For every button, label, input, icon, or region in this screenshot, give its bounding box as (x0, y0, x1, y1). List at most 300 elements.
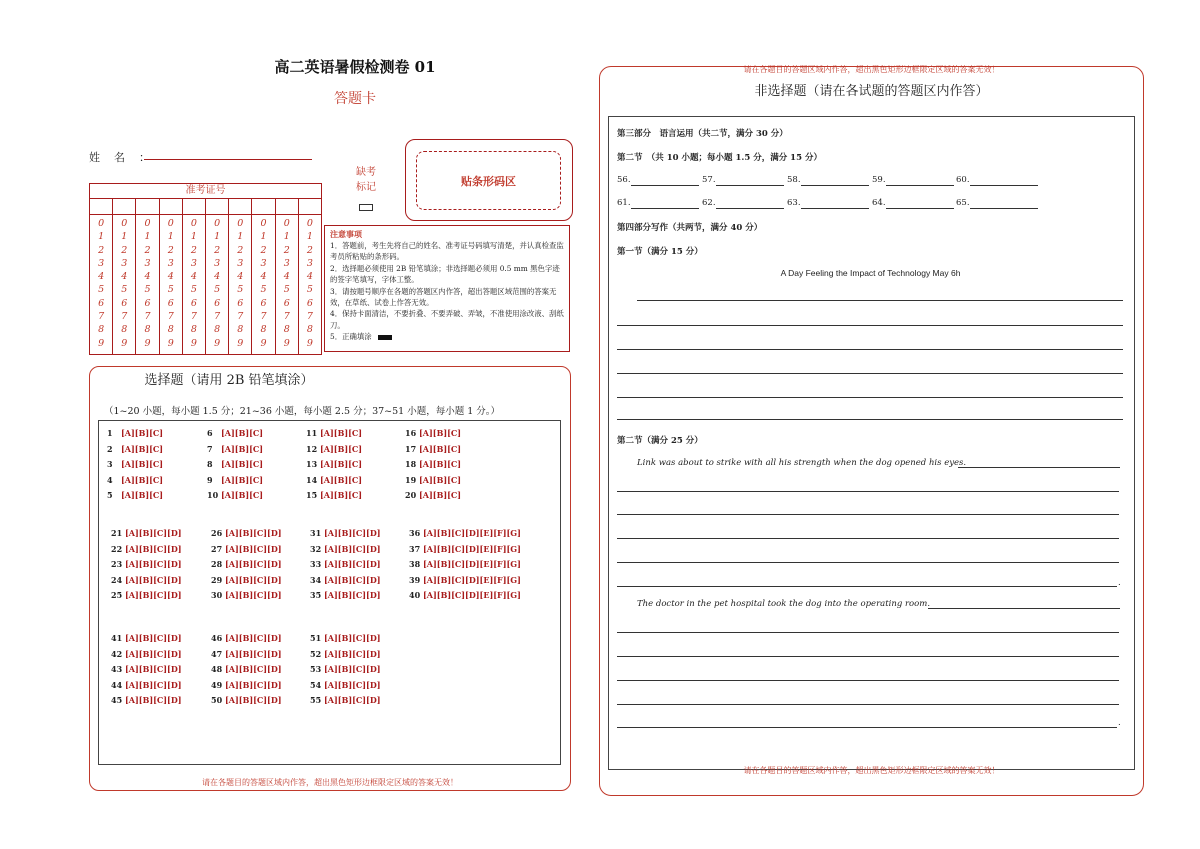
choice-question (211, 649, 282, 659)
admission-digit-bubble[interactable]: 6 (190, 297, 197, 309)
answer-options[interactable]: [A][B][C][D] (225, 590, 282, 601)
admission-digit-bubble[interactable]: 3 (144, 257, 151, 269)
answer-options[interactable]: [A][B][C] (121, 443, 164, 454)
blank-answer-line[interactable] (631, 185, 699, 186)
question-number: 5 (107, 490, 113, 501)
answer-options[interactable]: [A][B][C][D] (125, 648, 182, 659)
admission-digit-bubble[interactable]: 2 (214, 244, 221, 256)
admission-digit-bubble[interactable]: 3 (167, 257, 174, 269)
admission-digit-write-box[interactable] (160, 199, 183, 214)
admission-digit-bubble[interactable]: 2 (283, 244, 290, 256)
answer-options[interactable]: [A][B][C] (320, 490, 363, 501)
answer-line[interactable] (928, 608, 1120, 609)
choice-question (207, 444, 263, 454)
choice-question (107, 459, 163, 469)
answer-options[interactable]: [A][B][C][D][E][F][G] (423, 590, 521, 601)
question-number: 13 (306, 459, 318, 470)
admission-digit-bubble[interactable]: 0 (283, 218, 290, 229)
answer-options[interactable]: [A][B][C][D] (324, 664, 381, 675)
choice-question (306, 428, 362, 438)
choice-answer-box (98, 420, 561, 765)
choice-question (111, 590, 182, 600)
admission-digit-write-box[interactable] (136, 199, 159, 214)
admission-digit-bubble[interactable]: 2 (237, 244, 244, 256)
admission-digit-bubble[interactable]: 4 (283, 271, 290, 283)
question-number: 6 (207, 428, 213, 438)
admission-digit-bubble[interactable]: 4 (260, 271, 267, 283)
admission-digit-bubble[interactable]: 1 (98, 231, 105, 243)
admission-digit-bubble[interactable]: 8 (283, 324, 290, 336)
answer-options[interactable]: [A][B][C][D] (125, 543, 182, 554)
choice-question (111, 664, 182, 674)
answer-line[interactable] (958, 467, 1120, 468)
answer-options[interactable]: [A][B][C][D] (125, 590, 182, 601)
admission-digit-bubble[interactable]: 2 (121, 244, 128, 256)
writing-line[interactable] (617, 397, 1123, 398)
admission-digit-bubble[interactable]: 0 (237, 218, 244, 229)
answer-options[interactable]: [A][B][C][D] (125, 664, 182, 675)
admission-digit-bubble[interactable]: 3 (214, 257, 221, 269)
admission-digit-write-box[interactable] (229, 199, 252, 214)
admission-digit-bubble[interactable]: 0 (214, 218, 221, 229)
writing-line[interactable] (617, 514, 1119, 515)
answer-options[interactable]: [A][B][C][D] (225, 679, 282, 690)
answer-options[interactable]: [A][B][C] (419, 490, 462, 501)
admission-digit-write-box[interactable] (299, 199, 321, 214)
admission-digit-bubble[interactable]: 6 (306, 297, 313, 309)
admission-digit-bubble[interactable]: 8 (144, 324, 151, 336)
question-number: 48 (211, 664, 223, 675)
answer-options[interactable]: [A][B][C] (121, 459, 164, 470)
writing-line[interactable] (617, 704, 1119, 705)
question-number: 35 (310, 590, 322, 601)
answer-options[interactable]: [A][B][C][D][E][F][G] (423, 528, 521, 538)
blank-answer-line[interactable] (886, 185, 954, 186)
question-number: 47 (211, 648, 223, 659)
answer-options[interactable]: [A][B][C][D][E][F][G] (423, 543, 521, 554)
admission-digit-write-box[interactable] (113, 199, 136, 214)
answer-options[interactable]: [A][B][C][D] (324, 695, 381, 706)
admission-digit-bubble[interactable]: 0 (190, 218, 197, 229)
blank-number: 63. (787, 198, 801, 208)
instruction-item: 2．选择题必须使用 2B 铅笔填涂；非选择题必须用 0.5 mm 黑色字迹的签字笔填写，字体工整。 (330, 263, 560, 285)
admission-digit-bubble[interactable]: 9 (98, 337, 105, 349)
admission-digit-bubble[interactable]: 9 (121, 337, 128, 349)
admission-digit-bubble[interactable]: 2 (260, 244, 267, 256)
admission-digit-bubble[interactable]: 8 (237, 324, 244, 336)
admission-digit-bubble[interactable]: 4 (167, 271, 174, 283)
writing-line[interactable] (617, 538, 1119, 539)
admission-digit-bubble[interactable]: 9 (190, 337, 197, 349)
admission-digit-bubble[interactable]: 1 (121, 231, 128, 243)
admission-digit-bubble[interactable]: 5 (237, 284, 244, 296)
question-number: 2 (107, 443, 113, 454)
question-number: 41 (111, 633, 123, 643)
admission-digit-column (252, 215, 275, 354)
barcode-area: 贴条形码区 (416, 151, 561, 210)
admission-digit-bubble[interactable]: 1 (214, 231, 221, 243)
instructions-box (324, 225, 570, 352)
blank-answer-line[interactable] (631, 208, 699, 209)
choice-question (405, 444, 461, 454)
answer-options[interactable]: [A][B][C] (121, 428, 164, 438)
admission-digit-bubble[interactable]: 2 (98, 244, 105, 256)
admission-digit-bubble[interactable]: 5 (283, 284, 290, 296)
choice-question (306, 459, 362, 469)
admission-digit-write-box[interactable] (252, 199, 275, 214)
admission-digit-bubble[interactable]: 9 (237, 337, 244, 349)
admission-digit-bubble[interactable]: 7 (260, 311, 267, 323)
instructions-title: 注意事项 (330, 229, 362, 239)
admission-digit-bubble[interactable]: 0 (260, 218, 267, 229)
admission-digit-write-box[interactable] (206, 199, 229, 214)
answer-options[interactable]: [A][B][C] (419, 459, 462, 470)
blank-number: 57. (702, 175, 716, 185)
admission-digit-bubble[interactable]: 3 (121, 257, 128, 269)
admission-digit-bubble[interactable]: 8 (98, 324, 105, 336)
blank-answer-line[interactable] (970, 185, 1038, 186)
admission-digit-bubble[interactable]: 5 (190, 284, 197, 296)
question-number: 3 (107, 459, 113, 470)
left-warning: 请在各题目的答题区域内作答，超出黑色矩形边框限定区域的答案无效！ (202, 778, 458, 787)
admission-digit-bubble[interactable]: 6 (283, 297, 290, 309)
admission-digit-bubble[interactable]: 7 (144, 311, 151, 323)
answer-options[interactable]: [A][B][C][D] (225, 648, 282, 659)
answer-options[interactable]: [A][B][C] (320, 474, 363, 485)
blank-number: 64. (872, 198, 886, 208)
choice-question (111, 695, 182, 705)
admission-digit-bubble[interactable]: 1 (190, 231, 197, 243)
answer-options[interactable]: [A][B][C][D] (225, 633, 282, 643)
answer-options[interactable]: [A][B][C] (121, 474, 164, 485)
admission-digit-bubble[interactable]: 4 (98, 271, 105, 283)
admission-digit-bubble[interactable]: 8 (190, 324, 197, 336)
admission-digit-bubble[interactable]: 1 (167, 231, 174, 243)
question-number: 22 (111, 543, 123, 554)
admission-digit-write-box[interactable] (276, 199, 299, 214)
admission-digit-bubble[interactable]: 1 (260, 231, 267, 243)
admission-digit-bubble[interactable]: 2 (190, 244, 197, 256)
admission-digit-bubble[interactable]: 9 (144, 337, 151, 349)
answer-options[interactable]: [A][B][C][D] (225, 543, 282, 554)
admission-digit-bubble[interactable]: 5 (98, 284, 105, 296)
admission-digit-bubble[interactable]: 3 (237, 257, 244, 269)
answer-options[interactable]: [A][B][C][D] (125, 695, 182, 706)
answer-options[interactable]: [A][B][C][D] (125, 528, 182, 538)
admission-digit-column (276, 215, 299, 354)
choice-question (310, 649, 381, 659)
sheet-subtitle: 答题卡 (334, 91, 376, 107)
admission-digit-bubble[interactable]: 0 (144, 218, 151, 229)
admission-digit-bubble[interactable]: 7 (306, 311, 313, 323)
writing-line[interactable] (617, 632, 1119, 633)
answer-options[interactable]: [A][B][C][D] (324, 648, 381, 659)
answer-options[interactable]: [A][B][C][D] (225, 559, 282, 570)
instruction-item: 1．答题前，考生先将自己的姓名、准考证号码填写清楚，并认真检查监考员所粘贴的条形码。 (330, 241, 564, 262)
answer-options[interactable]: [A][B][C] (221, 428, 264, 438)
admission-digit-bubble[interactable]: 5 (260, 284, 267, 296)
answer-options[interactable]: [A][B][C] (320, 443, 363, 454)
writing-line[interactable] (617, 562, 1119, 563)
choice-question (310, 559, 381, 569)
question-number: 9 (207, 474, 213, 485)
answer-options[interactable]: [A][B][C][D] (324, 543, 381, 554)
admission-digit-bubble[interactable]: 6 (121, 297, 128, 309)
choice-question (111, 544, 182, 554)
admission-digit-bubble[interactable]: 8 (214, 324, 221, 336)
answer-options[interactable]: [A][B][C][D] (125, 679, 182, 690)
admission-digit-bubble[interactable]: 8 (306, 324, 313, 336)
instruction-item: 5．正确填涂 (330, 331, 564, 342)
question-number: 29 (211, 574, 223, 585)
blank-answer-line[interactable] (801, 185, 869, 186)
choice-question (111, 680, 182, 690)
admission-digit-bubble[interactable]: 7 (214, 311, 221, 323)
answer-options[interactable]: [A][B][C][D] (324, 633, 381, 643)
essay-title: A Day Feeling the Impact of Technology May 6h (780, 268, 961, 278)
answer-options[interactable]: [A][B][C][D][E][F][G] (423, 574, 521, 585)
answer-options[interactable]: [A][B][C][D] (324, 528, 381, 538)
admission-digit-bubble[interactable]: 6 (260, 297, 267, 309)
admission-digit-bubble[interactable]: 6 (237, 297, 244, 309)
admission-digit-bubble[interactable]: 9 (260, 337, 267, 349)
blank-answer-line[interactable] (716, 185, 784, 186)
writing-line[interactable] (617, 419, 1123, 420)
writing-section1-heading: 第一节（满分 15 分） (617, 247, 703, 257)
admission-digit-column (136, 215, 159, 354)
choice-question (107, 475, 163, 485)
question-number: 24 (111, 574, 123, 585)
instruction-item: 4．保持卡面清洁，不要折叠、不要弄破、弄皱，不准使用涂改液、刮纸刀。 (330, 309, 564, 330)
answer-options[interactable]: [A][B][C][D] (324, 559, 381, 570)
choice-question (211, 575, 282, 585)
admission-digit-bubble[interactable]: 2 (306, 244, 313, 256)
admission-digit-bubble[interactable]: 9 (167, 337, 174, 349)
question-number: 15 (306, 490, 318, 501)
choice-question (310, 664, 381, 674)
blank-number: 60. (956, 175, 970, 185)
admission-digit-bubble[interactable]: 6 (167, 297, 174, 309)
filled-example-mark (378, 335, 392, 340)
admission-digit-bubble[interactable]: 4 (214, 271, 221, 283)
admission-digit-bubble[interactable]: 5 (306, 284, 313, 296)
admission-digit-bubble[interactable]: 0 (98, 218, 105, 229)
absent-checkbox[interactable] (359, 204, 373, 211)
admission-digit-bubble[interactable]: 3 (260, 257, 267, 269)
question-number: 26 (211, 528, 223, 538)
admission-digit-bubble[interactable]: 0 (306, 218, 313, 229)
part4-heading: 第四部分写作（共两节，满分 40 分） (617, 223, 763, 233)
admission-digit-bubble[interactable]: 6 (214, 297, 221, 309)
answer-options[interactable]: [A][B][C][D] (324, 590, 381, 601)
admission-digit-bubble[interactable]: 7 (283, 311, 290, 323)
admission-digit-column (113, 215, 136, 354)
writing-line[interactable] (617, 349, 1123, 350)
blank-number: 56. (617, 175, 631, 185)
blank-answer-line[interactable] (801, 208, 869, 209)
choice-question (310, 695, 381, 705)
blank-number: 65. (956, 198, 970, 208)
choice-question (211, 664, 282, 674)
admission-digit-column (90, 215, 113, 354)
admission-digit-write-box[interactable] (183, 199, 206, 214)
answer-options[interactable]: [A][B][C] (320, 459, 363, 470)
answer-options[interactable]: [A][B][C][D][E][F][G] (423, 559, 521, 570)
question-number: 38 (409, 559, 421, 570)
choice-question (409, 575, 521, 585)
admission-label: 准考证号 (90, 184, 321, 199)
admission-digit-bubble[interactable]: 8 (121, 324, 128, 336)
answer-options[interactable]: [A][B][C][D] (225, 695, 282, 706)
sheet-title: 高二英语暑假检测卷 01 (274, 58, 436, 76)
admission-digit-bubble[interactable]: 5 (214, 284, 221, 296)
choice-question (211, 680, 282, 690)
question-number: 45 (111, 695, 123, 706)
writing-line[interactable] (617, 680, 1119, 681)
admission-digit-bubble[interactable]: 4 (144, 271, 151, 283)
writing-line[interactable] (617, 586, 1117, 587)
answer-options[interactable]: [A][B][C] (419, 443, 462, 454)
question-number: 4 (107, 474, 113, 485)
answer-options[interactable]: [A][B][C] (419, 474, 462, 485)
admission-digit-bubble[interactable]: 7 (121, 311, 128, 323)
answer-options[interactable]: [A][B][C][D] (324, 679, 381, 690)
question-number: 19 (405, 474, 417, 485)
writing-section2-heading: 第二节（满分 25 分） (617, 436, 703, 446)
admission-digit-bubble[interactable]: 5 (167, 284, 174, 296)
choice-question (405, 459, 461, 469)
admission-digit-bubble[interactable]: 9 (306, 337, 313, 349)
writing-line[interactable] (637, 300, 1123, 301)
admission-digit-bubble[interactable]: 3 (190, 257, 197, 269)
choice-question (211, 528, 282, 538)
admission-digit-bubble[interactable]: 4 (306, 271, 313, 283)
admission-digit-bubble[interactable]: 3 (306, 257, 313, 269)
admission-digit-bubble[interactable]: 9 (283, 337, 290, 349)
answer-options[interactable]: [A][B][C][D] (324, 574, 381, 585)
admission-digit-column (206, 215, 229, 354)
writing-line[interactable] (617, 491, 1119, 492)
admission-digit-bubble[interactable]: 1 (283, 231, 290, 243)
question-number: 1 (107, 428, 113, 438)
question-number: 55 (310, 695, 322, 706)
continuation-para1: Link was about to strike with all his strength when the dog opened his eyes. (637, 458, 967, 468)
admission-digit-bubble[interactable]: 2 (167, 244, 174, 256)
admission-digit-bubble[interactable]: 7 (98, 311, 105, 323)
admission-digit-bubble[interactable]: 5 (144, 284, 151, 296)
admission-digit-bubble[interactable]: 8 (167, 324, 174, 336)
admission-digit-bubble[interactable]: 1 (144, 231, 151, 243)
non-choice-title: 非选择题（请在各试题的答题区内作答） (754, 84, 989, 99)
question-number: 52 (310, 648, 322, 659)
answer-options[interactable]: [A][B][C] (419, 428, 462, 438)
answer-options[interactable]: [A][B][C] (320, 428, 363, 438)
question-number: 20 (405, 490, 417, 501)
admission-digit-bubble[interactable]: 4 (237, 271, 244, 283)
writing-line[interactable] (617, 656, 1119, 657)
answer-options[interactable]: [A][B][C] (221, 474, 264, 485)
admission-digit-bubble[interactable]: 3 (98, 257, 105, 269)
admission-digit-column (160, 215, 183, 354)
question-number: 53 (310, 664, 322, 675)
answer-options[interactable]: [A][B][C] (221, 459, 264, 470)
choice-question (211, 695, 282, 705)
admission-digit-bubble[interactable]: 1 (237, 231, 244, 243)
admission-digit-column (183, 215, 206, 354)
admission-digit-bubble[interactable]: 0 (121, 218, 128, 229)
choice-question (409, 528, 521, 538)
admission-digit-bubble[interactable]: 4 (121, 271, 128, 283)
question-number: 27 (211, 543, 223, 554)
question-number: 31 (310, 528, 322, 538)
admission-digit-bubble[interactable]: 9 (214, 337, 221, 349)
writing-line[interactable] (617, 373, 1123, 374)
admission-digit-bubble[interactable]: 2 (144, 244, 151, 256)
choice-question (310, 544, 381, 554)
choice-question (107, 490, 163, 500)
end-dot: . (1118, 718, 1121, 728)
answer-options[interactable]: [A][B][C][D] (125, 633, 182, 643)
answer-options[interactable]: [A][B][C] (121, 490, 164, 501)
choice-section-title: 选择题（请用 2B 铅笔填涂） (144, 373, 314, 388)
choice-question (107, 428, 163, 438)
blank-answer-line[interactable] (716, 208, 784, 209)
admission-digit-bubble[interactable]: 6 (144, 297, 151, 309)
choice-question (409, 590, 521, 600)
answer-options[interactable]: [A][B][C][D] (225, 528, 282, 538)
admission-digit-bubble[interactable]: 8 (260, 324, 267, 336)
answer-options[interactable]: [A][B][C][D] (225, 664, 282, 675)
question-number: 17 (405, 443, 417, 454)
choice-question (211, 544, 282, 554)
question-number: 34 (310, 574, 322, 585)
choice-question (111, 575, 182, 585)
admission-digit-bubble[interactable]: 3 (283, 257, 290, 269)
part3-section2-heading: 第二节 （共 10 小题；每小题 1.5 分，满分 15 分） (617, 153, 822, 163)
admission-digit-write-box[interactable] (90, 199, 113, 214)
blank-answer-line[interactable] (970, 208, 1038, 209)
admission-digit-bubble[interactable]: 1 (306, 231, 313, 243)
choice-question (111, 559, 182, 569)
question-number: 11 (306, 428, 318, 438)
question-number: 42 (111, 648, 123, 659)
blank-number: 58. (787, 175, 801, 185)
choice-question (310, 633, 381, 643)
choice-question (111, 528, 182, 538)
answer-options[interactable]: [A][B][C][D] (125, 574, 182, 585)
blank-number: 59. (872, 175, 886, 185)
answer-options[interactable]: [A][B][C][D] (125, 559, 182, 570)
writing-line[interactable] (617, 325, 1123, 326)
blank-answer-line[interactable] (886, 208, 954, 209)
question-number: 32 (310, 543, 322, 554)
admission-digit-bubble[interactable]: 5 (121, 284, 128, 296)
admission-digit-bubble[interactable]: 7 (237, 311, 244, 323)
answer-options[interactable]: [A][B][C] (221, 443, 264, 454)
question-number: 18 (405, 459, 417, 470)
answer-options[interactable]: [A][B][C][D] (225, 574, 282, 585)
writing-line[interactable] (617, 727, 1117, 728)
admission-digit-bubble[interactable]: 4 (190, 271, 197, 283)
admission-digit-bubble[interactable]: 0 (167, 218, 174, 229)
admission-digit-bubble[interactable]: 7 (167, 311, 174, 323)
answer-options[interactable]: [A][B][C] (221, 490, 264, 501)
name-field[interactable] (144, 159, 312, 160)
question-number: 50 (211, 695, 223, 706)
admission-digit-bubble[interactable]: 7 (190, 311, 197, 323)
question-number: 54 (310, 679, 322, 690)
admission-digit-bubble[interactable]: 6 (98, 297, 105, 309)
